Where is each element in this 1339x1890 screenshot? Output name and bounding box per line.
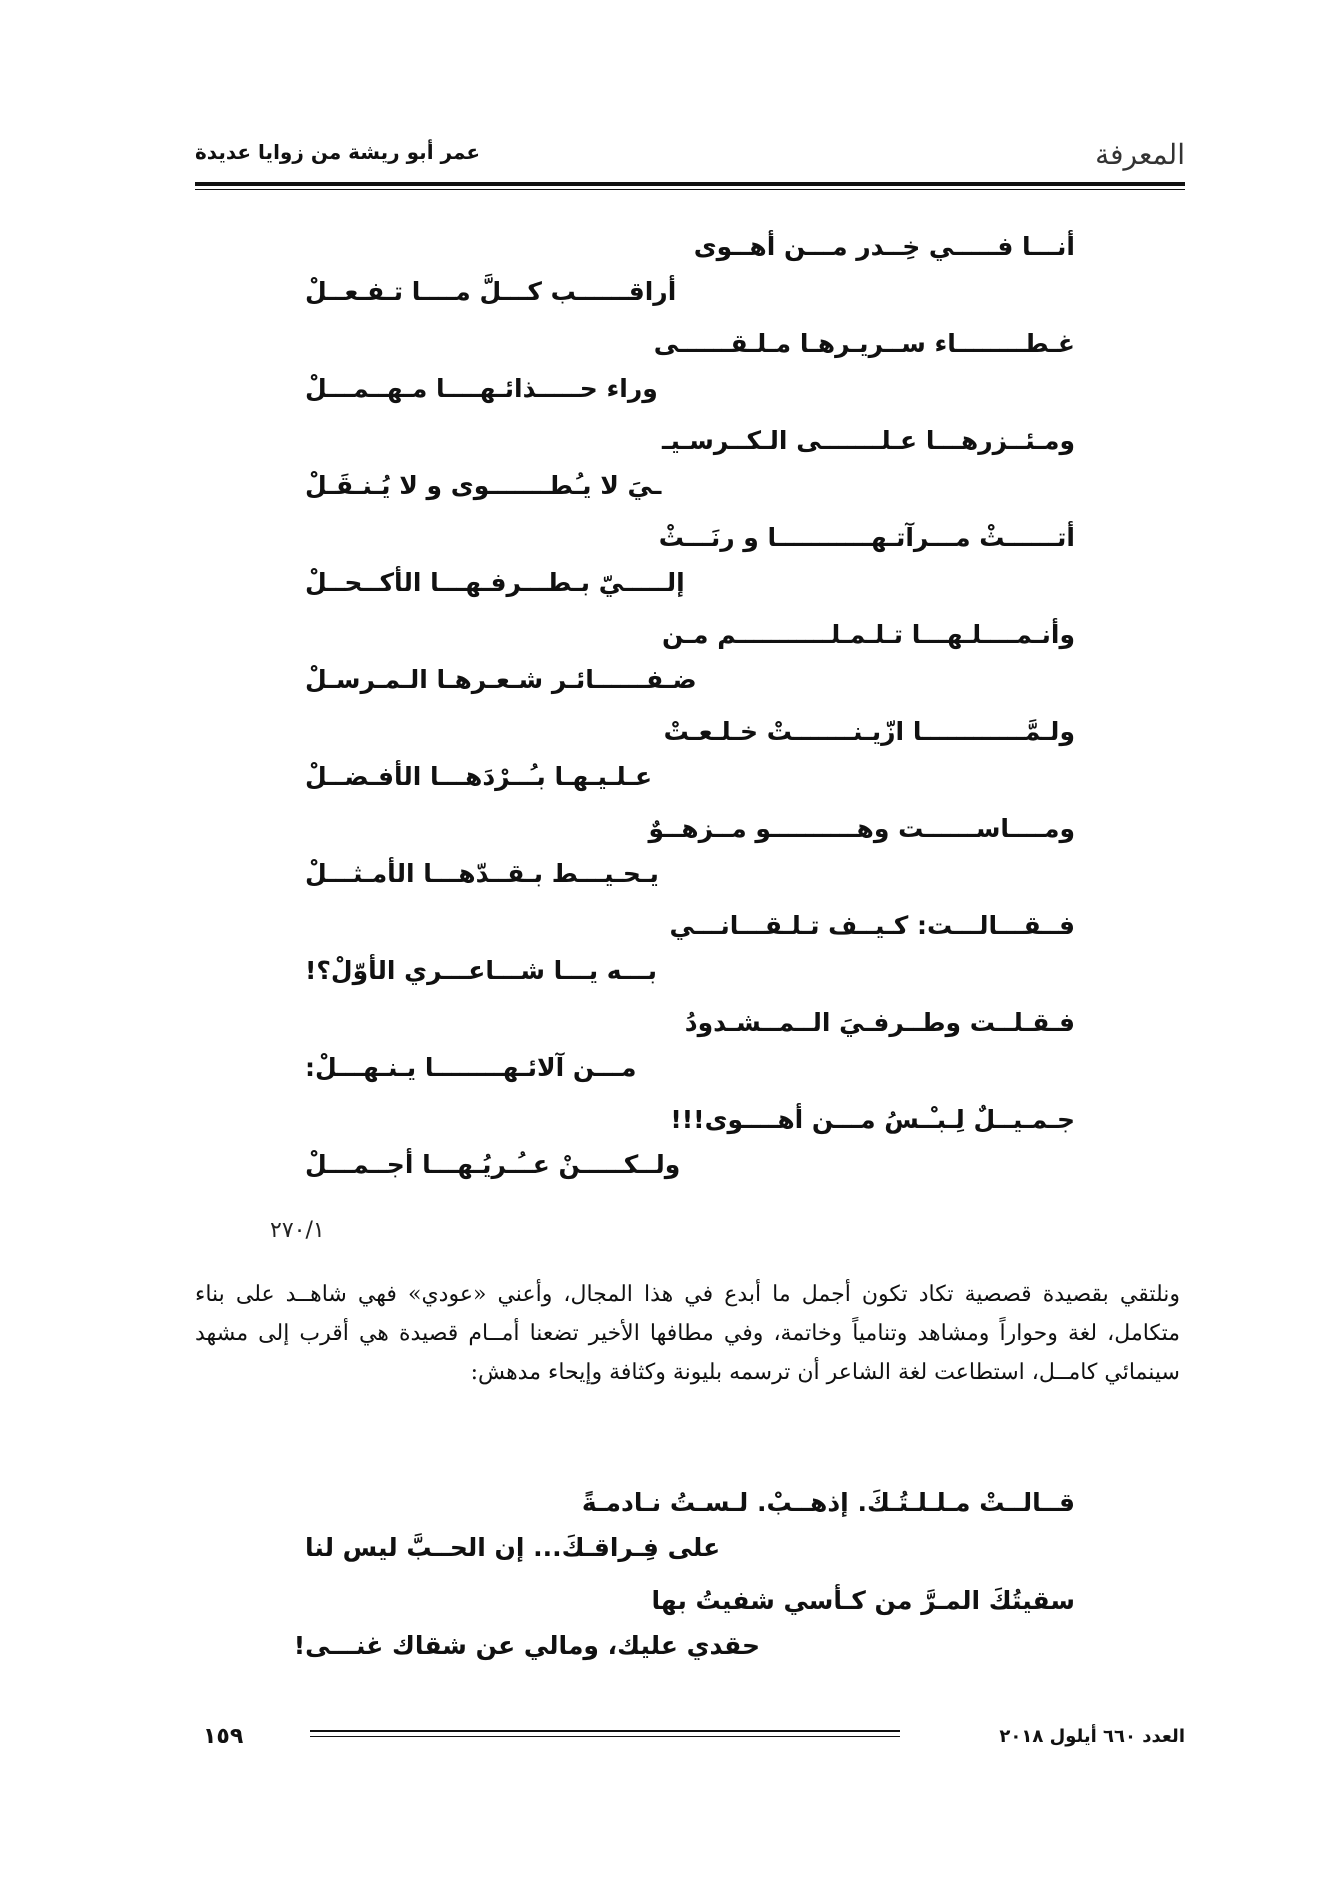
- page-footer: [195, 1720, 1185, 1760]
- poem-couplet: [305, 717, 1075, 814]
- header-rule: [195, 182, 1185, 186]
- poem-line: إلـــــيّ بـطـــرفـهـــا الأكــحــلْ: [305, 568, 685, 597]
- poem-line: فــقـــالـــت: كـيــف تـلـقـــانـــي: [669, 911, 1075, 940]
- poem-line: سقيتُكَ المـرَّ من كـأسي شفيتُ بها: [651, 1586, 1075, 1615]
- poem-couplet: [305, 814, 1075, 911]
- body-paragraph: ونلتقي بقصيدة قصصية تكاد تكون أجمل ما أبدع في هذا المجال، وأعني «عودي» فهي شاهــد على بناء متكامل، لغة وحواراً ومشاهد وتنامياً وخاتمة، وفي مطافها الأخير تضعنا أمــام قصيدة هي أقرب إلى مشهد سينمائي كامــل، استطاعت لغة الشاعر أن ترسمه بليونة وكثافة وإيحاء مدهش:: [195, 1282, 1180, 1385]
- poem-line: وأنـمــــلـهـــا تـلـمـلـــــــــــم مـن: [662, 620, 1075, 649]
- poem-line: غـطــــــــاء ســريـرهـا مـلـقــــــى: [653, 329, 1075, 358]
- poem-line: وراء حـــــذائـهــــا مـهــمـــلْ: [305, 374, 658, 403]
- poem-line: أنـــا فـــــي خِــدر مـــن أهــوى: [693, 232, 1075, 261]
- poem-line: حقدي عليك، ومالي عن شقاك غنـــى!: [293, 1631, 760, 1660]
- poem-line: ومـئــزرهـــا عـلـــــــى الـكــرسـيـ: [661, 426, 1075, 455]
- poem-couplet: [305, 426, 1075, 523]
- running-title: عمر أبو ريشة من زوايا عديدة: [195, 140, 481, 164]
- poem-line: جـمـيــلٌ لِـبـْـسُ مـــن أهــــوى!!!: [670, 1105, 1075, 1134]
- poem-couplet: [305, 911, 1075, 1008]
- poem-line: ولــكـــــنْ عــُـريُـهـــا أجــمـــلْ: [305, 1150, 681, 1179]
- footer-rule-thin: [310, 1736, 900, 1737]
- poem-couplet: [305, 1008, 1075, 1105]
- page-number: ١٥٩: [203, 1724, 244, 1749]
- poem-line: على فِـراقـكَ... إن الحــبَّ ليس لنا: [305, 1533, 721, 1562]
- poem-line: ولـمَّــــــــــــا ازّيـنـــــــتْ خـلـعـتْ: [663, 717, 1075, 746]
- poem-reference: ٢٧٠/١: [270, 1218, 325, 1243]
- poem-line: عـلـيـهـا بـُــرْدَهـــا الأفـضــلْ: [305, 762, 653, 791]
- poem-line: ضـفــــــائـر شـعـرهـا الـمـرسـلْ: [305, 665, 697, 694]
- poem-line: فـقـلــت وطــرفـيَ الــمــشـدودُ: [684, 1008, 1075, 1037]
- poem-couplet: [305, 523, 1075, 620]
- poem-couplet: [305, 1105, 1075, 1202]
- poem-line: مـــن آلائـهــــــــا يـنـهـــلْ:: [305, 1053, 637, 1082]
- poem-line: ـيَ لا يـُطـــــــوى و لا يُـنـقَـلْ: [305, 471, 662, 500]
- header-rule-thin: [195, 189, 1185, 190]
- journal-logo: المعرفة: [1095, 138, 1185, 171]
- poem-line: ومــــاســــــت وهــــــــــو مــزهــوٌ: [648, 814, 1075, 843]
- poem-line: أراقــــــب كـــلَّ مــــا تـفـعــلْ: [305, 277, 677, 306]
- issue-info: العدد ٦٦٠ أيلول ٢٠١٨: [999, 1726, 1185, 1747]
- poem-couplet: [305, 620, 1075, 717]
- poem-line: يـحـيـــط بـقــدّهـــا الأمـثـــلْ: [305, 859, 659, 888]
- poem-line: بـــه يـــا شـــاعـــري الأوّلْ؟!: [305, 956, 657, 985]
- poem-line: أتــــــثْ مـــرآتـهـــــــــــا و رنَـــثْ: [658, 523, 1075, 552]
- page-header: [195, 130, 1185, 186]
- poem-line: قــالــتْ مـلـلـتُـكَ. إذهــبْ. لـسـتُ نـادمـةً: [581, 1488, 1075, 1517]
- poem-couplet: [305, 232, 1075, 329]
- footer-rule: [310, 1730, 900, 1732]
- poem-couplet: [305, 329, 1075, 426]
- poem-block: [305, 232, 1075, 1202]
